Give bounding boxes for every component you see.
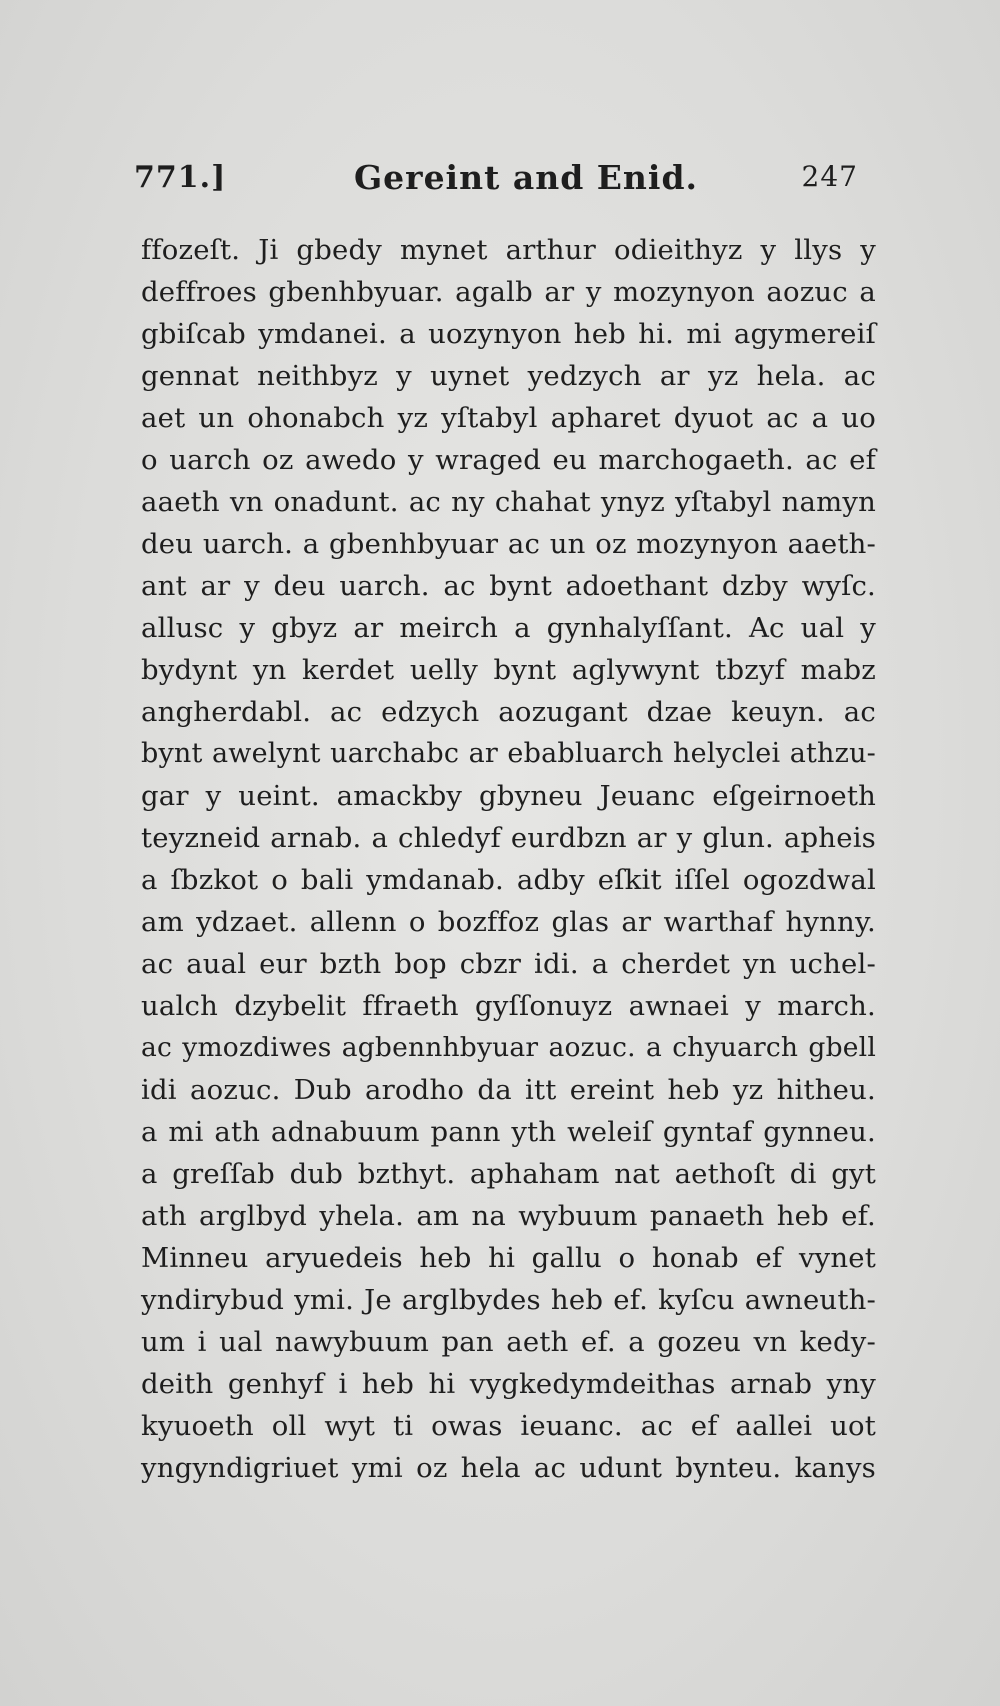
text-line: ant ar y deu uarch. ac bynt adoethant dzby wyſc. — [141, 570, 876, 602]
text-line: gbiſcab ymdanei. a uozynyon heb hi. mi agymereiſ — [141, 318, 876, 350]
text-line: ath arglbyd yhela. am na wybuum panaeth heb ef. — [141, 1200, 876, 1232]
body-text — [141, 229, 876, 1489]
text-line: ualch dzybelit ffraeth gyſſonuyz awnaei y march. — [141, 990, 876, 1022]
text-line: Minneu aryuedeis heb hi gallu o honab ef vynet — [141, 1242, 876, 1274]
text-line: deith genhyf i heb hi vygkedymdeithas arnab yny — [141, 1368, 876, 1400]
text-line: ac aual eur bzth bop cbzr idi. a cherdet yn uchel- — [141, 948, 876, 980]
text-line: teyzneid arnab. a chledyf eurdbzn ar y glun. apheis — [141, 822, 876, 854]
text-line: yndirybud ymi. Je arglbydes heb ef. kyſcu awneuth- — [141, 1284, 876, 1316]
text-line: idi aozuc. Dub arodho da itt ereint heb yz hitheu. — [141, 1074, 876, 1106]
text-line: aet un ohonabch yz yſtabyl apharet dyuot ac a uo — [141, 402, 876, 434]
text-line: bydynt yn kerdet uelly bynt aglywynt tbzyf mabz — [141, 654, 876, 686]
running-header — [134, 160, 858, 210]
text-line: um i ual nawybuum pan aeth ef. a gozeu vn kedy- — [141, 1326, 876, 1358]
text-line: ffozeſt. Ji gbedy mynet arthur odieithyz y llys y — [141, 234, 876, 266]
text-line: bynt awelynt uarchabc ar ebabluarch helyclei athzu- — [141, 738, 876, 769]
text-line: kyuoeth oll wyt ti owas ieuanc. ac ef aallei uot — [141, 1410, 876, 1442]
text-line: a greſſab dub bzthyt. aphaham nat aethoſt di gyt — [141, 1158, 876, 1190]
text-line: aaeth vn onadunt. ac ny chahat ynyz yſtabyl namyn — [141, 486, 876, 518]
folio-reference: 771.] — [134, 160, 227, 195]
text-line: a mi ath adnabuum pann yth weleiſ gyntaf gynneu. — [141, 1116, 876, 1148]
running-title: Gereint and Enid. — [354, 158, 699, 197]
text-line: yngyndigriuet ymi oz hela ac udunt bynteu. kanys — [141, 1452, 876, 1484]
text-line: gennat neithbyz y uynet yedzych ar yz hela. ac — [141, 360, 876, 392]
text-line: deffroes gbenhbyuar. agalb ar y mozynyon aozuc a — [141, 276, 876, 308]
text-line: gar y ueint. amackby gbyneu Jeuanc eſgeirnoeth — [141, 780, 876, 812]
text-line: ac ymozdiwes agbennhbyuar aozuc. a chyuarch gbell — [141, 1032, 876, 1063]
text-line: allusc y gbyz ar meirch a gynhalyſſant. Ac ual y — [141, 612, 876, 644]
text-line: o uarch oz awedo y wraged eu marchogaeth. ac ef — [141, 444, 876, 476]
text-line: a ſbzkot o bali ymdanab. adby eſkit iſſel ogozdwal — [141, 864, 876, 896]
text-line: am ydzaet. allenn o bozffoz glas ar warthaf hynny. — [141, 906, 876, 938]
text-line: angherdabl. ac edzych aozugant dzae keuyn. ac — [141, 696, 876, 728]
text-line: deu uarch. a gbenhbyuar ac un oz mozynyon aaeth- — [141, 528, 876, 560]
page-number: 247 — [801, 160, 858, 193]
